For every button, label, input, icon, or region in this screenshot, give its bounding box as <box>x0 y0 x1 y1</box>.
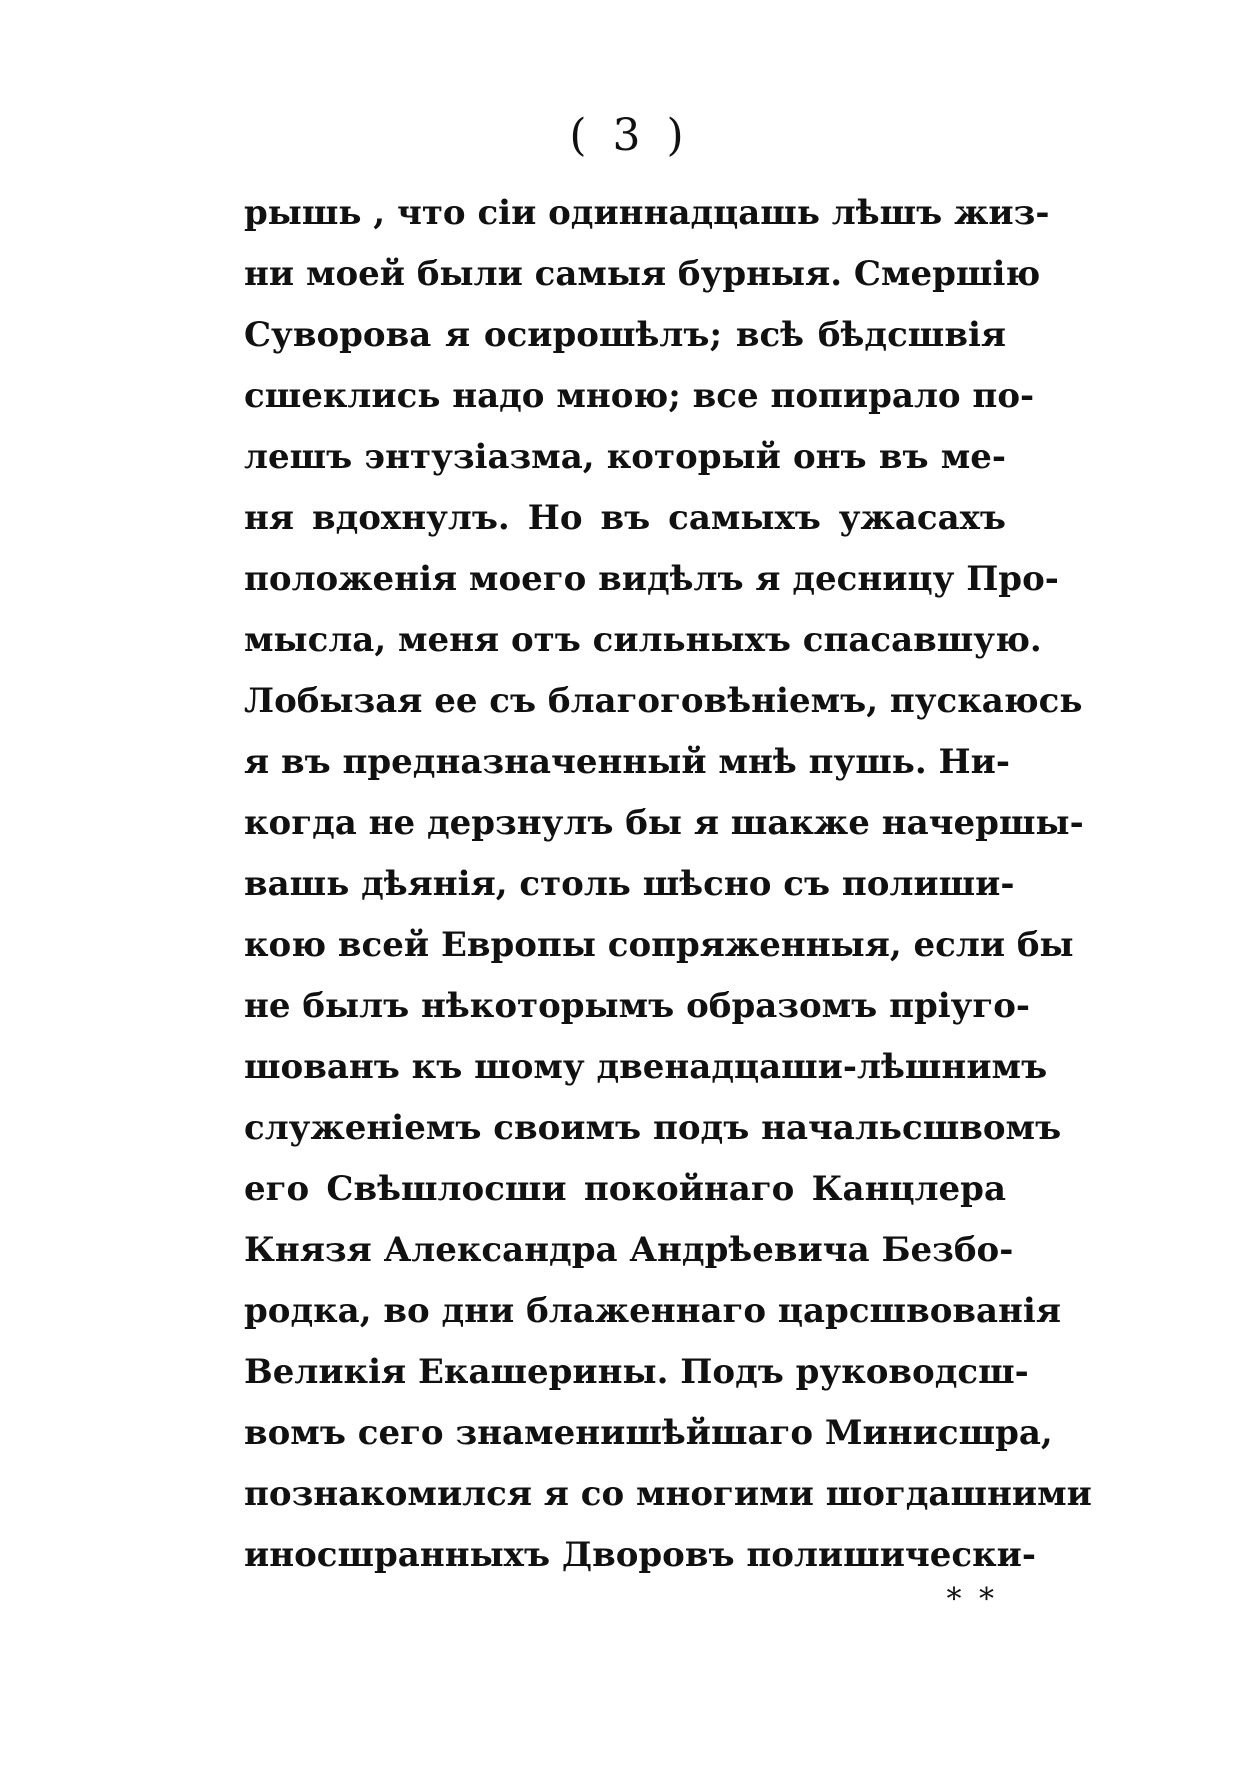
text-line: иносшранныхъ Дворовъ полишически- <box>244 1535 1037 1575</box>
text-line: лешъ энтузіазма, который онъ въ ме- <box>244 437 1006 477</box>
text-line: служеніемъ своимъ подъ начальсшвомъ <box>244 1108 1062 1148</box>
text-line: сшеклись надо мною; все попирало по- <box>244 376 1035 416</box>
text-line: Великія Екашерины. Подъ руководсш- <box>244 1352 1029 1392</box>
text-line: я въ предназначенный мнѣ пушь. Ни- <box>244 742 1010 782</box>
text-line: вомъ сего знаменишѣйшаго Минисшра, <box>244 1413 1053 1453</box>
text-line: Лобызая ее съ благоговѣніемъ, пускаюсь <box>244 681 1083 721</box>
text-line: мысла, меня отъ сильныхъ спасавшую. <box>244 620 1042 660</box>
page-number: ( 3 ) <box>569 110 690 161</box>
text-line: не былъ нѣкоторымъ образомъ пріуго- <box>244 986 1031 1026</box>
body-text <box>244 183 1092 1586</box>
text-line: шованъ къ шому двенадцаши-лѣшнимъ <box>244 1047 1048 1087</box>
text-line: ня вдохнулъ. Но въ самыхъ ужасахъ <box>244 498 1006 538</box>
text-line: ни моей были самыя бурныя. Смершію <box>244 254 1041 294</box>
text-line: родка, во дни блаженнаго царсшвованія <box>244 1291 1061 1331</box>
text-line: кою всей Европы сопряженныя, если бы <box>244 925 1074 965</box>
text-line: рышь , что сіи одиннадцашь лѣшъ жиз- <box>244 193 1050 233</box>
signature-mark: * * <box>946 1582 998 1617</box>
text-line: положенія моего видѣлъ я десницу Про- <box>244 559 1059 599</box>
text-line: Суворова я осирошѣлъ; всѣ бѣдсшвія <box>244 315 1006 355</box>
text-line: вашь дѣянія, столь шѣсно съ полиши- <box>244 864 1015 904</box>
text-line: познакомился я со многими шогдашними <box>244 1474 1092 1514</box>
text-line: когда не дерзнулъ бы я шакже начершы- <box>244 803 1084 843</box>
text-line: Князя Александра Андрѣевича Безбо- <box>244 1230 1014 1270</box>
text-line: его Свѣшлосши покойнаго Канцлера <box>244 1169 1006 1209</box>
